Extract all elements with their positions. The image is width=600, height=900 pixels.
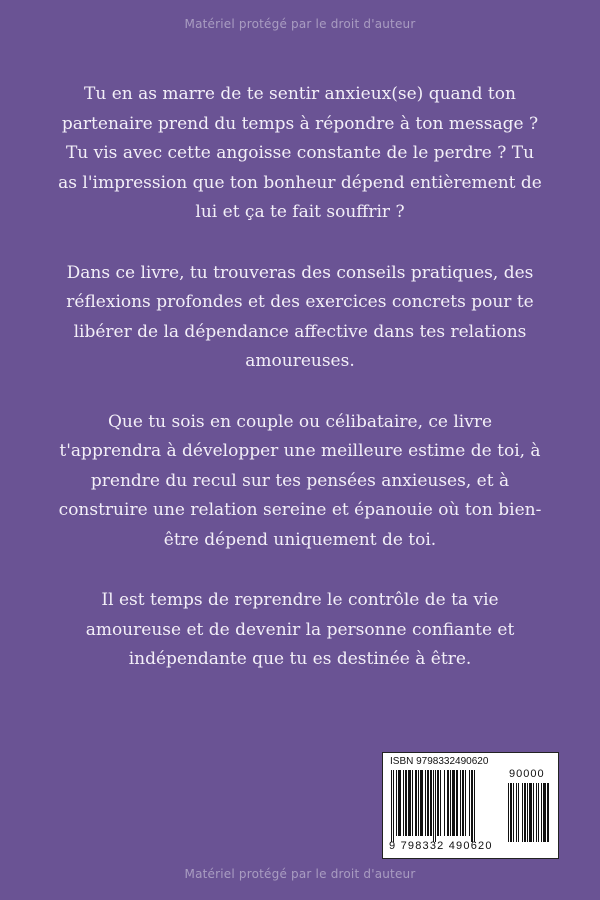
barcode-bar xyxy=(440,770,441,836)
barcode-bar xyxy=(533,783,534,842)
barcode-bar xyxy=(536,783,537,842)
back-cover-blurb xyxy=(58,80,542,706)
barcode-bar xyxy=(450,770,451,836)
barcode-digits: 9 798332 490620 xyxy=(389,840,493,852)
barcode-bar xyxy=(437,770,439,836)
barcode-bar xyxy=(460,770,461,836)
barcode-bar xyxy=(508,783,509,842)
barcode-bar xyxy=(538,783,539,842)
barcode-bar xyxy=(433,770,434,842)
barcode-bar xyxy=(541,783,542,842)
barcode-bar xyxy=(543,783,546,842)
barcode-bar xyxy=(405,770,407,836)
barcode-addon-bars xyxy=(508,783,554,842)
blurb-paragraph-4: Il est temps de reprendre le contrôle de ta vie amoureuse et de devenir la personne confiante et indépendante que tu es destinée à être. xyxy=(85,590,515,669)
barcode-bar xyxy=(425,770,426,836)
barcode-bar xyxy=(474,770,475,842)
barcode-bar xyxy=(412,770,413,836)
barcode-bar xyxy=(427,770,429,836)
barcode-bar xyxy=(527,783,528,842)
barcode-addon-digits: 90000 xyxy=(509,768,545,780)
barcode-bars xyxy=(391,770,503,842)
barcode-bar xyxy=(465,770,466,836)
barcode-bar xyxy=(452,770,455,836)
barcode-bar xyxy=(510,783,512,842)
copyright-watermark-bottom: Matériel protégé par le droit d'auteur xyxy=(184,867,416,881)
barcode-bar xyxy=(469,770,470,836)
barcode-bar xyxy=(435,770,436,842)
barcode-bar xyxy=(516,783,517,842)
barcode-bar xyxy=(471,770,473,842)
barcode-bar xyxy=(518,783,519,842)
barcode-bar xyxy=(444,770,445,836)
barcode-bar xyxy=(403,770,404,836)
blurb-paragraph-1: Tu en as marre de te sentir anxieux(se) quand ton partenaire prend du temps à répondre à ton message ? Tu vis avec cette angoisse constante de le perdre ? Tu as l'impression que ton bonheur dépend entièrement de lui et ça te fait souffrir ? xyxy=(58,84,542,222)
barcode-bar xyxy=(547,783,549,842)
barcode-bar xyxy=(447,770,449,836)
barcode-bar xyxy=(420,770,423,836)
barcode-bar xyxy=(529,783,532,842)
barcode-bar xyxy=(391,770,392,842)
barcode-bar xyxy=(408,770,411,836)
barcode-bar xyxy=(415,770,417,836)
blurb-paragraph-2: Dans ce livre, tu trouveras des conseils pratiques, des réflexions profondes et des exercices concrets pour te libérer de la dépendance affective dans tes relations amoureuses. xyxy=(66,262,534,371)
barcode-bar xyxy=(418,770,419,836)
barcode-bar xyxy=(524,783,526,842)
isbn-label: ISBN 9798332490620 xyxy=(390,756,489,767)
copyright-watermark-top: Matériel protégé par le droit d'auteur xyxy=(184,17,416,31)
barcode-bar xyxy=(513,783,514,842)
barcode-bar xyxy=(462,770,464,836)
blurb-paragraph-3: Que tu sois en couple ou célibataire, ce livre t'apprendra à développer une meilleure estime de toi, à prendre du recul sur tes pensées anxieuses, et à construire une relation sereine et épanouie où ton bien-être dépend uniquement de toi. xyxy=(58,411,542,550)
barcode-bar xyxy=(430,770,432,836)
barcode-bar xyxy=(398,770,401,836)
barcode-bar xyxy=(456,770,458,836)
barcode-bar xyxy=(522,783,523,842)
barcode-bar xyxy=(396,770,397,836)
isbn-barcode xyxy=(382,752,559,859)
barcode-bar xyxy=(393,770,394,842)
